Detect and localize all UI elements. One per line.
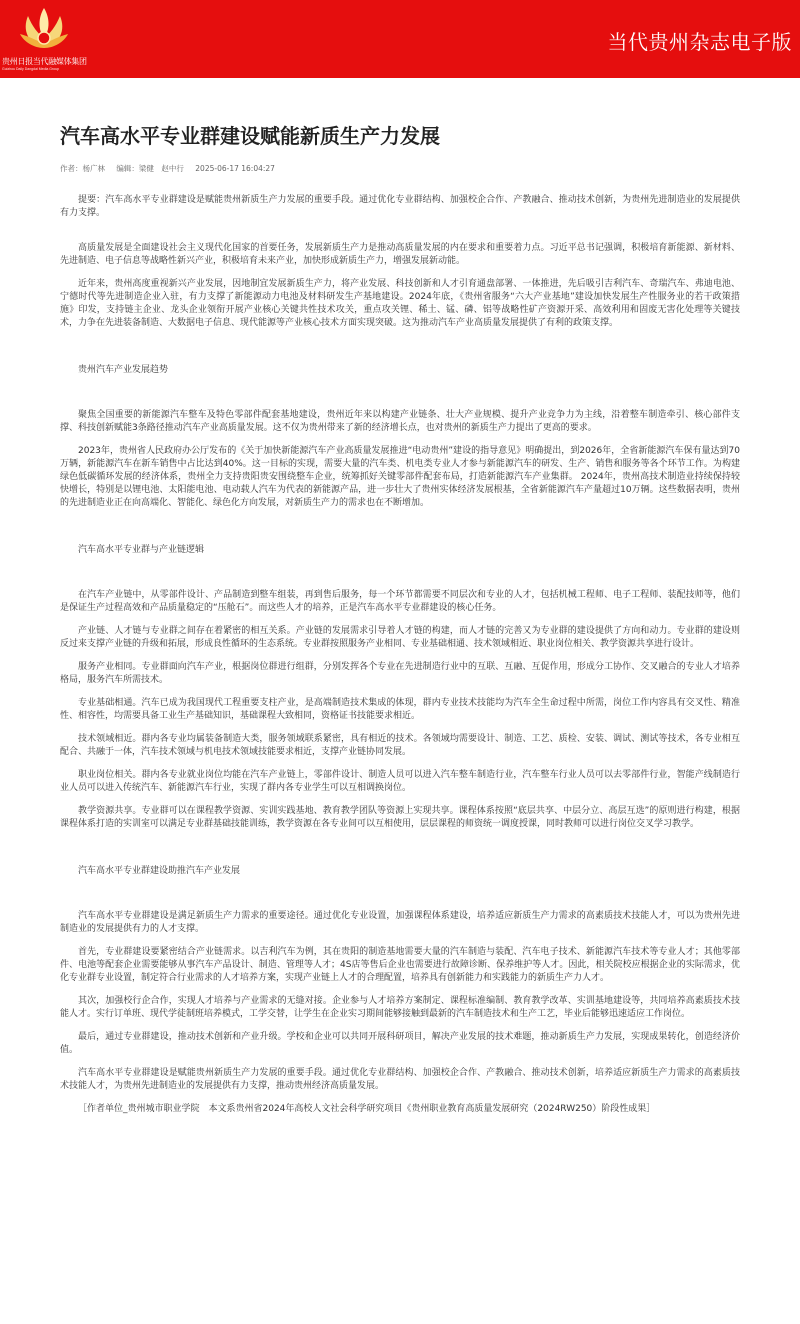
author: 作者：杨广林	[60, 164, 105, 173]
article-title: 汽车高水平专业群建设赋能新质生产力发展	[60, 124, 440, 148]
publish-datetime: 2025-06-17 16:04:27	[195, 164, 275, 173]
paragraph: 首先，专业群建设要紧密结合产业链需求。以吉利汽车为例，其在贵阳的制造基地需要大量的汽车制造与装配、汽车电子技术、新能源汽车技术等专业人才；其他零部件、电池等配套企业需要能够从事汽车产品设计、制造、管理等人才；4S店等售后企业也需要进行故障诊断、保养维护等人才。因此，相关院校应根据企业的实际需求，优化专业群专业设置，制定符合行业需求的人才培养方案，实现产业链上人才的合理配置，培养具有创新能力和实践能力的新质生产力人才。	[60, 947, 740, 983]
article-meta	[60, 164, 740, 174]
paragraph: 汽车高水平专业群建设是赋能贵州新质生产力发展的重要手段。通过优化专业群结构、加强校企合作、产教融合、推动技术创新，培养适应新质生产力需求的高素质技术技能人才，为贵州先进制造业的发展提供有力支撑，推动贵州经济高质量发展。	[60, 1068, 740, 1091]
section-heading: 汽车高水平专业群与产业链逻辑	[78, 545, 205, 555]
article	[60, 124, 740, 1116]
logo-chinese-name: 贵州日报当代融媒体集团	[2, 57, 87, 66]
sun-flower-logo-icon	[14, 4, 74, 56]
editor: 编辑：梁健 赵中行	[116, 164, 184, 173]
section-heading: 汽车高水平专业群建设助推汽车产业发展	[78, 866, 241, 876]
paragraph: 教学资源共享。专业群可以在课程教学资源、实训实践基地、教育教学团队等资源上实现共享。课程体系按照“底层共享、中层分立、高层互选”的原则进行构建，根据课程体系打造的实训室可以满足专业群基础技能训练，教学资源在各专业间可以互相使用，层层课程的师资统一调度授课，同时教师可以进行岗位交叉学习教学。	[60, 806, 740, 829]
author-affiliation-note: ［作者单位_贵州城市职业学院 本文系贵州省2024年高校人文社会科学研究项目《贵州职业教育高质量发展研究（2024RW250）阶段性成果］	[78, 1104, 656, 1114]
paragraph: 最后，通过专业群建设，推动技术创新和产业升级。学校和企业可以共同开展科研项目，解决产业发展的技术难题，推动新质生产力发展，实现成果转化，创造经济价值。	[60, 1032, 740, 1055]
site-header	[0, 0, 800, 78]
paragraph: 职业岗位相关。群内各专业就业岗位均能在汽车产业链上，零部件设计、制造人员可以进入汽车整车制造行业，汽车整车行业人员可以去零部件行业，智能产线制造行业人员可以进入传统汽车、新能源汽车行业，实现了群内各专业学生可以互相调换岗位。	[60, 770, 740, 793]
summary-paragraph: 提要：汽车高水平专业群建设是赋能贵州新质生产力发展的重要手段。通过优化专业群结构、加强校企合作、产教融合、推动技术创新，为贵州先进制造业的发展提供有力支撑。	[60, 195, 740, 218]
section-heading: 贵州汽车产业发展趋势	[78, 365, 169, 375]
site-logo[interactable]	[2, 4, 106, 76]
paragraph: 专业基础相通。汽车已成为我国现代工程重要支柱产业，是高端制造技术集成的体现，群内专业技术技能均为汽车全生命过程中所需，岗位工作内容具有交叉性、精准性、相容性，均需要具备工业生产基础知识，基础课程大致相同，资格证书技能要求相近。	[60, 698, 740, 721]
paragraph: 汽车高水平专业群建设是满足新质生产力需求的重要途径。通过优化专业设置，加强课程体系建设，培养适应新质生产力需求的高素质技术技能人才，可以为贵州先进制造业的发展提供有力的人才支撑。	[60, 911, 740, 934]
paragraph: 聚焦全国重要的新能源汽车整车及特色零部件配套基地建设，贵州近年来以构建产业链条、壮大产业规模、提升产业竞争力为主线，沿着整车制造牵引、核心部件支撑、科技创新赋能3条路径推动汽车产业高质量发展。这不仅为贵州带来了新的经济增长点，也对贵州的新质生产力提出了更高的要求。	[60, 410, 740, 433]
paragraph: 高质量发展是全面建设社会主义现代化国家的首要任务，发展新质生产力是推动高质量发展的内在要求和重要着力点。习近平总书记强调，积极培育新能源、新材料、先进制造、电子信息等战略性新兴产业，积极培育未来产业，加快形成新质生产力，增强发展新动能。	[60, 243, 740, 266]
paragraph: 服务产业相同。专业群面向汽车产业，根据岗位群进行组群，分别发挥各个专业在先进制造行业中的互联、互融、互促作用，形成分工协作、交叉融合的专业人才培养格局，服务汽车所需技术。	[60, 662, 740, 685]
logo-english-name: Guizhou Daily Dangdai Media Group	[2, 67, 60, 71]
paragraph: 2023年，贵州省人民政府办公厅发布的《关于加快新能源汽车产业高质量发展推进“电动贵州”建设的指导意见》明确提出，到2026年，全省新能源汽车保有量达到70万辆，新能源汽车在新车销售中占比达到40%。这一目标的实现，需要大量的汽车类、机电类专业人才参与新能源汽车的研发、生产、销售和服务等各个环节工作。为构建绿色低碳循环发展的经济体系，贵州全力支持贵阳贵安围绕整车企业，统筹抓好关键零部件配套布局，打造新能源汽车产业集群。 2024年，贵州高技术制造业持续保持较快增长，特别是以锂电池、太阳能电池、电动载人汽车为代表的新能源产品，进一步壮大了贵州实体经济发展根基，全省新能源汽车产量超过10万辆。这些数据表明，贵州的先进制造业正在向高端化、智能化、绿色化方向发展，对新质生产力的需求也在不断增加。	[60, 446, 740, 508]
paragraph: 技术领域相近。群内各专业均属装备制造大类，服务领域联系紧密，具有相近的技术。各领域均需要设计、制造、工艺、质检、安装、调试、测试等技术，各专业相互配合、共融于一体，汽车技术领域与机电技术领域技能要求相近，支撑产业链协同发展。	[60, 734, 740, 757]
paragraph: 在汽车产业链中，从零部件设计、产品制造到整车组装，再到售后服务，每一个环节都需要不同层次和专业的人才，包括机械工程师、电子工程师、装配技师等，他们是保证生产过程高效和产品质量稳定的“压舱石”。而这些人才的培养，正是汽车高水平专业群建设的核心任务。	[60, 590, 740, 613]
paragraph: 近年来，贵州高度重视新兴产业发展，因地制宜发展新质生产力，将产业发展、科技创新和人才引育通盘部署、一体推进，先后吸引吉利汽车、奇瑞汽车、弗迪电池、宁德时代等先进制造企业入驻，有力支撑了新能源动力电池及材料研发生产基地建设。2024年底，《贵州省服务“六大产业基地”建设加快发展生产性服务业的若干政策措施》印发，支持链主企业、龙头企业领衔开展产业核心关键共性技术攻关，重点攻关锂、稀土、锰、磷、铝等战略性矿产资源开采、高效利用和固废无害化处理等关键技术，力争在先进装备制造、大数据电子信息、现代能源等产业核心技术方面实现突破。这为推动汽车产业高质量发展提供了有利的政策支撑。	[60, 279, 740, 328]
paragraph: 其次，加强校行企合作，实现人才培养与产业需求的无缝对接。企业参与人才培养方案制定、课程标准编制、教育教学改革、实训基地建设等，共同培养高素质技术技能人才。实行订单班、现代学徒制班培养模式，工学交替，让学生在企业实习期间能够接触到最新的汽车制造技术和生产工艺，毕业后能够迅速适应工作岗位。	[60, 996, 740, 1019]
paragraph: 产业链、人才链与专业群之间存在着紧密的相互关系。产业链的发展需求引导着人才链的构建，而人才链的完善又为专业群的建设提供了方向和动力。专业群的建设则反过来支撑产业链的升级和拓展，形成良性循环的生态系统。专业群按照服务产业相同、专业基础相通、技术领域相近、职业岗位相关、教学资源共享进行设计。	[60, 626, 740, 649]
site-title[interactable]: 当代贵州杂志电子版	[607, 30, 792, 54]
